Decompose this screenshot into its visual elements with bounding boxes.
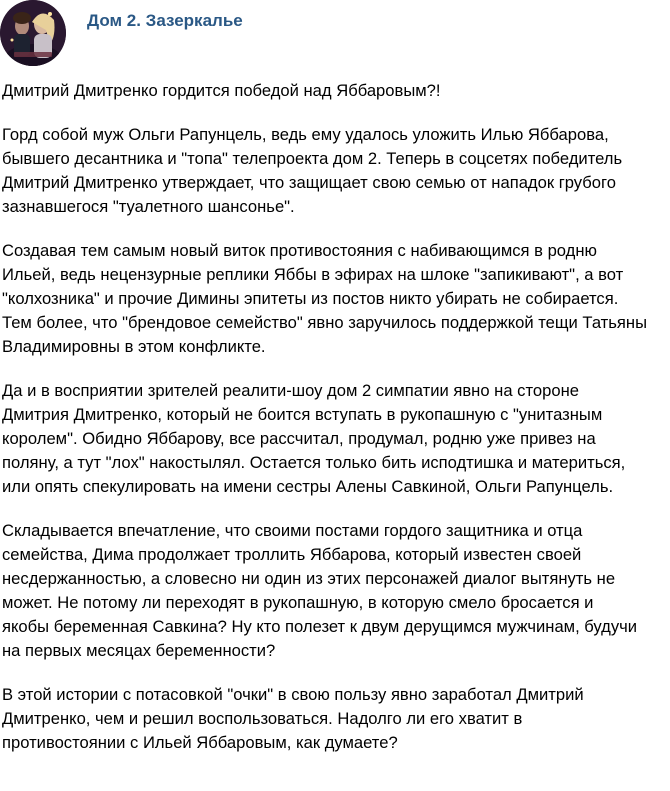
text-line: Складывается впечатление, что своими постами гордого защитника и отца [2,521,583,540]
paragraph [2,379,666,499]
text-line: противостоянии с Ильей Яббаровым, как думаете? [2,733,398,752]
avatar-image [0,0,66,66]
paragraph [2,519,666,663]
post-header [0,0,670,68]
post-text [2,79,666,775]
text-line: В этой истории с потасовкой "очки" в свою пользу явно заработал Дмитрий [2,685,584,704]
text-line: Ильей, ведь нецензурные реплики Яббы в эфирах на шлоке "запикивают", а вот [2,265,624,284]
text-line: Владимировны в этом конфликте. [2,337,266,356]
text-line: поляну, а тут "лох" накостылял. Остается только бить исподтишка и материться, [2,453,626,472]
post-title: Дмитрий Дмитренко гордится победой над Яббаровым?! [2,81,441,100]
text-line: Да и в восприятии зрителей реалити-шоу дом 2 симпатии явно на стороне [2,381,579,400]
text-line: Создавая тем самым новый виток противостояния с набивающимся в родню [2,241,597,260]
text-line: королем". Обидно Яббарову, все рассчитал, продумал, родню уже привез на [2,429,596,448]
text-line: или опять спекулировать на имени сестры Алены Савкиной, Ольги Рапунцель. [2,477,614,496]
text-line: Тем более, что "брендовое семейство" явно заручилось поддержкой тещи Татьяны [2,313,648,332]
text-line: несдержанностью, а словесно ни один из этих персонажей диалог вытянуть не [2,569,616,588]
text-line: Дмитренко, чем и решил воспользоваться. Надолго ли его хватит в [2,709,523,728]
paragraph [2,123,666,219]
text-line: на первых месяцах беременности? [2,641,276,660]
text-line: "колхозника" и прочие Димины эпитеты из постов никто убирать не собирается. [2,289,619,308]
text-line: Дмитрий Дмитренко утверждает, что защищает свою семью от нападок грубого [2,173,616,192]
text-line: бывшего десантника и "топа" телепроекта дом 2. Теперь в соцсетях победитель [2,149,623,168]
paragraph [2,683,666,755]
text-line: Горд собой муж Ольги Рапунцель, ведь ему удалось уложить Илью Яббарова, [2,125,609,144]
text-line: Дмитрия Дмитренко, который не боится вступать в рукопашную с "унитазным [2,405,603,424]
paragraph [2,239,666,359]
group-avatar-icon[interactable] [0,0,66,66]
group-name-link[interactable]: Дом 2. Зазеркалье [87,11,243,30]
text-line: может. Не потому ли переходят в рукопашную, в которую смело бросается и [2,593,594,612]
text-line: семейства, Дима продолжает троллить Яббарова, который известен своей [2,545,582,564]
text-line: якобы беременная Савкина? Ну кто полезет к двум дерущимся мужчинам, будучи [2,617,638,636]
text-line: зазнавшегося "туалетного шансонье". [2,197,295,216]
